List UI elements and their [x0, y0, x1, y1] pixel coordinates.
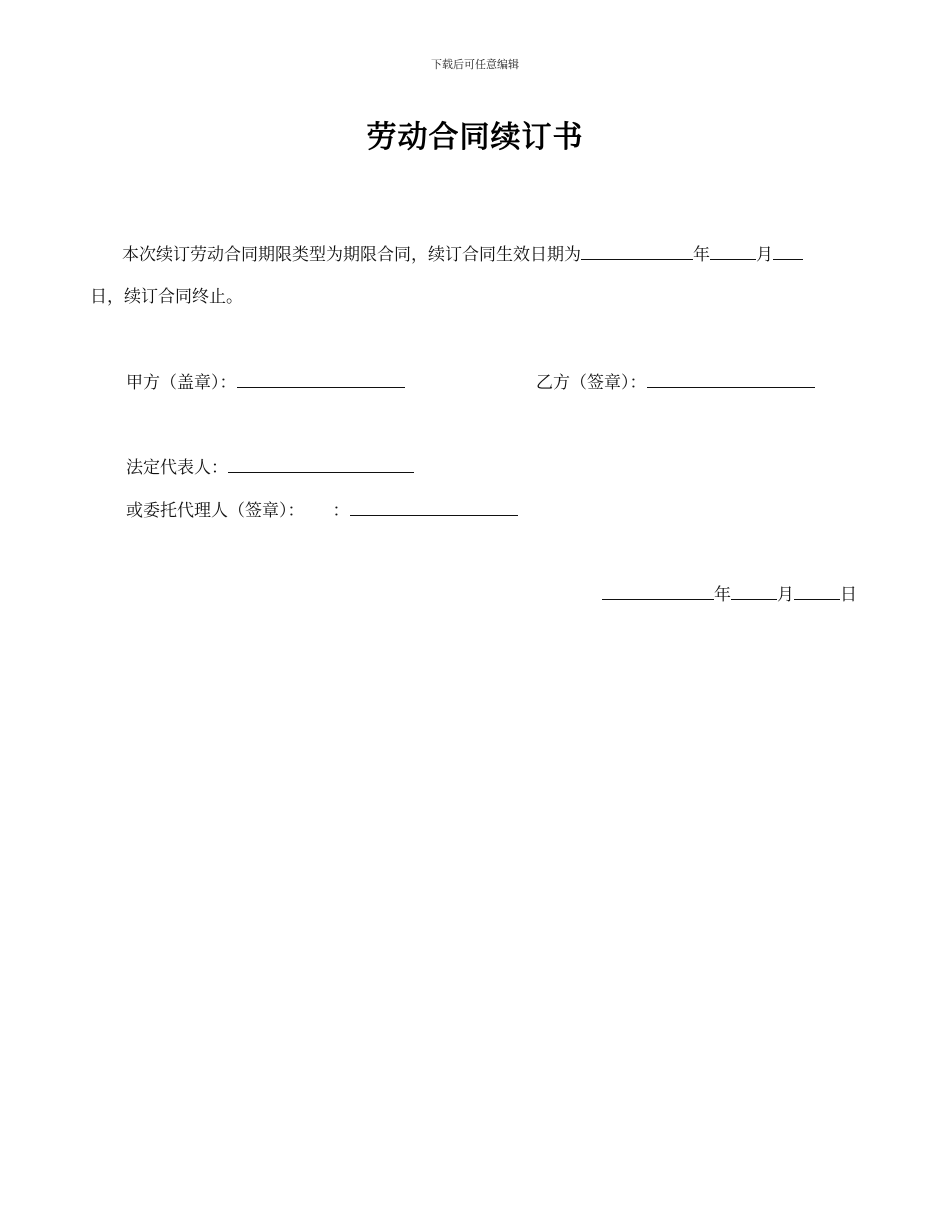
- signing-month-blank[interactable]: [731, 582, 777, 600]
- party-a-signature-row: [126, 370, 405, 395]
- signing-year-label: 年: [714, 585, 731, 605]
- agent-colon: ：: [332, 501, 350, 521]
- party-b-label: 乙方（签章）：: [536, 373, 647, 393]
- year-label: 年: [693, 245, 710, 265]
- legal-rep-row: [126, 455, 414, 480]
- legal-rep-blank[interactable]: [228, 455, 414, 473]
- agent-row: [126, 498, 518, 523]
- month-label: 月: [756, 245, 773, 265]
- effective-month-blank[interactable]: [710, 242, 756, 260]
- signing-day-blank[interactable]: [794, 582, 840, 600]
- effective-day-blank[interactable]: [773, 242, 803, 260]
- party-b-signature-blank[interactable]: [647, 370, 815, 388]
- body-line-1-text: 本次续订劳动合同期限类型为期限合同，续订合同生效日期为: [122, 245, 581, 265]
- party-a-label: 甲方（盖章）：: [126, 373, 237, 393]
- signing-month-label: 月: [777, 585, 794, 605]
- effective-year-blank[interactable]: [581, 242, 693, 260]
- signing-date-row: [602, 582, 857, 607]
- signing-day-label: 日: [840, 585, 857, 605]
- party-b-signature-row: [536, 370, 815, 395]
- party-a-signature-blank[interactable]: [237, 370, 405, 388]
- agent-signature-blank[interactable]: [350, 498, 518, 516]
- document-title: 劳动合同续订书: [366, 120, 584, 155]
- header-note: 下载后可任意编辑: [431, 58, 519, 71]
- body-line-2: 日，续订合同终止。: [90, 287, 243, 307]
- signing-year-blank[interactable]: [602, 582, 714, 600]
- body-line-1: [122, 242, 803, 267]
- legal-rep-label: 法定代表人：: [126, 458, 228, 478]
- agent-label: 或委托代理人（签章）：: [126, 501, 305, 521]
